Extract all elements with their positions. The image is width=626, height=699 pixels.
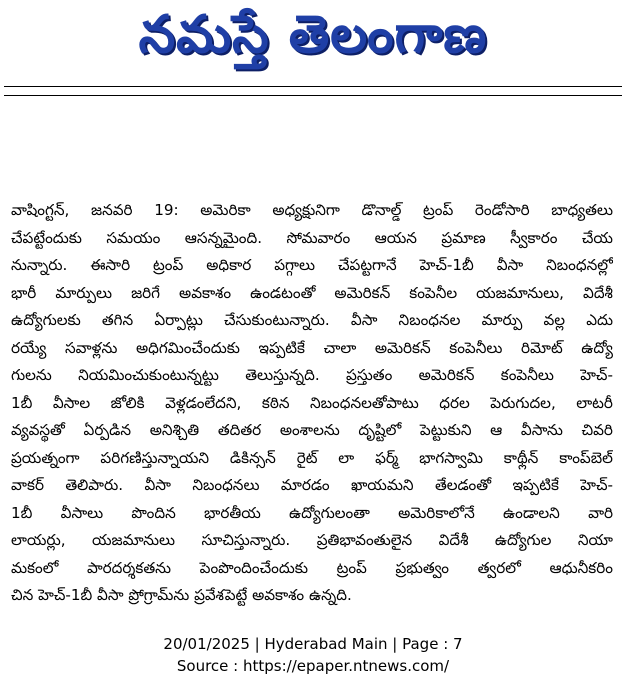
article-word: భారతీయ <box>204 503 261 522</box>
article-word: లాటరీ <box>576 393 613 412</box>
article-word: జరిగే <box>131 283 161 302</box>
article-word: చేసుకుంటున్నారు. <box>224 311 330 329</box>
article-word: నియా <box>577 531 613 549</box>
article-word: అధ్యక్షునిగా <box>272 201 340 219</box>
masthead-logo: నమస్తే తెలంగాణ <box>138 4 488 65</box>
article-word: వీసా <box>144 476 171 494</box>
article-word: మారడం <box>280 476 330 494</box>
article-word: అమెరికాలోనే <box>398 503 475 522</box>
article-body <box>11 197 613 610</box>
article-word: పరిగణిస్తున్నాయని <box>100 448 210 467</box>
article-word: సూచిస్తున్నారు. <box>201 531 291 549</box>
article-word: 1బీ <box>11 503 33 522</box>
article-word: నున్నారు. <box>11 256 68 274</box>
article-word: ఈసారి <box>90 256 131 274</box>
article-word: మార్పు <box>481 311 523 329</box>
article-subheadline <box>0 150 626 190</box>
article-word: విదేశీ <box>583 283 613 302</box>
article-word: యజమానులు, <box>476 283 565 302</box>
article-word: అమెరికన్ <box>374 338 431 357</box>
article-word: హెచ్- <box>580 476 613 494</box>
article-line <box>11 417 613 445</box>
article-word: సమయం <box>106 228 161 247</box>
article-word: ప్రమాణ <box>441 228 486 247</box>
article-word: ఆ <box>490 421 503 439</box>
article-word: స్వీకారం <box>510 228 558 247</box>
article-word: కఠిన <box>261 393 290 412</box>
article-word: చివరి <box>581 421 613 439</box>
article-line <box>11 252 613 280</box>
article-word: అమెరికా <box>200 201 251 219</box>
article-word: సోమవారం <box>286 228 351 247</box>
article-word: ఆసన్నమైంది. <box>184 228 263 247</box>
article-word: ప్రభుత్వం <box>395 558 449 577</box>
article-word: రయ్యే <box>11 338 47 357</box>
masthead <box>0 0 626 82</box>
top-rule-1 <box>4 86 622 87</box>
article-word: నిబంధనలతోపాటు <box>310 393 419 412</box>
article-word: పెంపొందించేందుకు <box>199 558 308 577</box>
article-word: తెలుస్తున్నది. <box>245 366 320 384</box>
article-word: దృష్టిలో <box>358 421 402 439</box>
article-word: చాలా <box>323 338 357 357</box>
article-word: ట్రంప్ <box>336 558 367 577</box>
article-word: రిమోట్ <box>521 338 563 357</box>
article-word: డొనాల్డ్ <box>361 201 402 219</box>
article-word: వీసా <box>97 586 129 604</box>
article-word: తగిన <box>101 311 134 329</box>
article-word: నియమించుకుంటున్నట్టు <box>78 366 219 384</box>
article-word: వెళ్లడంలేదని, <box>165 393 242 412</box>
article-word: నిబంధనల్లో <box>546 256 613 274</box>
article-word: ఆయన <box>374 228 417 247</box>
article-headline <box>0 101 626 145</box>
article-word: ట్రంప్ <box>153 256 184 274</box>
article-word: లా <box>338 448 355 467</box>
article-word: నిబంధనల <box>398 311 461 329</box>
article-word: రైట్ <box>296 448 318 467</box>
article-word: అవకాశం <box>252 586 309 604</box>
article-word: అధిగమించేందుకు <box>136 338 240 357</box>
article-word: హెచ్-1బీ <box>419 256 474 274</box>
article-word: జనవరి <box>90 201 133 219</box>
article-word: అనిశ్చితి <box>149 421 200 439</box>
article-word: చేయ <box>581 228 613 247</box>
article-word: ఉద్యోగులకు <box>11 311 81 329</box>
article-word: ప్రోగ్రామ్‌ను <box>128 586 195 604</box>
article-word: ధరల <box>439 393 470 412</box>
article-word: ప్రస్తుతం <box>346 366 393 384</box>
article-word: పెట్టుకుని <box>419 421 472 439</box>
article-line <box>11 500 613 528</box>
article-word: ఇప్పటికే <box>258 338 305 357</box>
article-word: నిబంధనలు <box>192 476 260 494</box>
article-word: విదేశీ <box>438 531 469 549</box>
article-word: తదితర <box>217 421 262 439</box>
article-word: గులను <box>11 366 52 384</box>
article-word: అధికార <box>206 256 252 274</box>
article-word: లాయర్లు, <box>11 531 66 549</box>
article-word: సవాళ్లను <box>64 338 118 357</box>
article-word: హెచ్- <box>580 366 613 384</box>
article-word: అవకాశం <box>179 283 232 302</box>
article-word: అంశాలను <box>279 421 340 439</box>
article-line <box>11 472 613 500</box>
article-word: 19: <box>154 201 179 219</box>
article-word: ఆధునీకరిం <box>549 558 613 577</box>
article-word: పారదర్శకతను <box>86 558 172 577</box>
article-word: చిన <box>11 586 39 604</box>
article-line <box>11 225 613 253</box>
article-word: కంపెనీలు <box>449 338 503 357</box>
article-word: వీసా <box>350 311 378 329</box>
article-line <box>11 197 613 225</box>
article-word: ఏర్పడిన <box>83 421 132 439</box>
article-word: ప్రతిభావంతులైన <box>316 531 413 549</box>
footer-date-edition: 20/01/2025 | Hyderabad Main | Page : 7 <box>163 635 463 653</box>
article-word: వీసాను <box>520 421 563 439</box>
article-line <box>11 280 613 308</box>
article-word: వాకర్ <box>11 476 44 494</box>
article-word: పొందిన <box>131 503 176 522</box>
article-line <box>11 527 613 555</box>
article-word: యజమానులు <box>91 531 176 549</box>
article-word: పెరుగుదల, <box>490 393 556 412</box>
article-word: ఉండటంతో <box>250 283 316 302</box>
article-word: మకంలో <box>11 558 59 577</box>
article-word: ప్రయత్నంగా <box>11 448 80 467</box>
article-word: బాధ్యతలు <box>551 201 613 219</box>
article-line <box>11 335 613 363</box>
article-word: డికిన్సన్ <box>229 448 276 467</box>
article-word: ట్రంప్ <box>423 201 454 219</box>
article-word: 1బీ <box>11 393 33 412</box>
article-word: కాథ్లీన్ <box>503 448 539 467</box>
article-word: అమెరికన్ <box>334 283 391 302</box>
article-word: జోలికి <box>110 393 145 412</box>
top-rule-2 <box>4 95 622 96</box>
article-word: తెలిపారు. <box>65 476 124 494</box>
article-word: కాంప్‌బెల్ <box>559 448 613 467</box>
article-word: వీసాలు <box>60 503 104 522</box>
footer-source: Source : https://epaper.ntnews.com/ <box>176 657 450 675</box>
article-word: వారి <box>588 503 613 522</box>
article-line <box>11 555 613 583</box>
article-word: అమెరికన్ <box>418 366 475 384</box>
article-word: కంపెనీలు <box>500 366 554 384</box>
article-word: ఉద్యోగుల <box>494 531 552 549</box>
article-line <box>11 362 613 390</box>
article-word: ఇప్పటికే <box>512 476 559 494</box>
article-word: ఉద్యో <box>581 338 613 357</box>
article-word: ప్రవేశపెట్టే <box>194 586 253 604</box>
article-word: హెచ్-1బీ <box>38 586 98 604</box>
article-word: వ్యవస్థతో <box>11 421 65 439</box>
article-word: ఏర్పాట్లు <box>154 311 203 329</box>
article-word: రెండోసారి <box>474 201 530 219</box>
article-word: ఖాయమని <box>350 476 414 494</box>
article-word: ఉద్యోగులంతా <box>289 503 370 522</box>
article-line <box>11 390 613 418</box>
article-word: త్వరలో <box>477 558 521 577</box>
article-word: ఫర్మ్ <box>375 448 399 467</box>
article-word: చేపట్టగానే <box>337 256 397 274</box>
article-word: మార్పులు <box>55 283 113 302</box>
article-word: పగ్గాలు <box>274 256 316 274</box>
article-word: వాషింగ్టన్, <box>11 201 70 219</box>
article-word: ఉన్నది. <box>308 586 352 604</box>
article-word: వీసా <box>496 256 524 274</box>
article-word: చేపట్టేందుకు <box>11 228 82 247</box>
article-line <box>11 582 613 610</box>
article-word: ఎదు <box>586 311 613 329</box>
article-line <box>11 307 613 335</box>
article-line <box>11 445 613 473</box>
article-word: కంపెనీల <box>409 283 458 302</box>
article-word: భారీ <box>11 283 37 302</box>
article-word: తేలడంతో <box>434 476 492 494</box>
article-word: భాగస్వామి <box>419 448 483 467</box>
article-word: వల్ల <box>543 311 566 329</box>
article-word: ఉండాలని <box>503 503 560 522</box>
article-word: వీసాల <box>52 393 91 412</box>
